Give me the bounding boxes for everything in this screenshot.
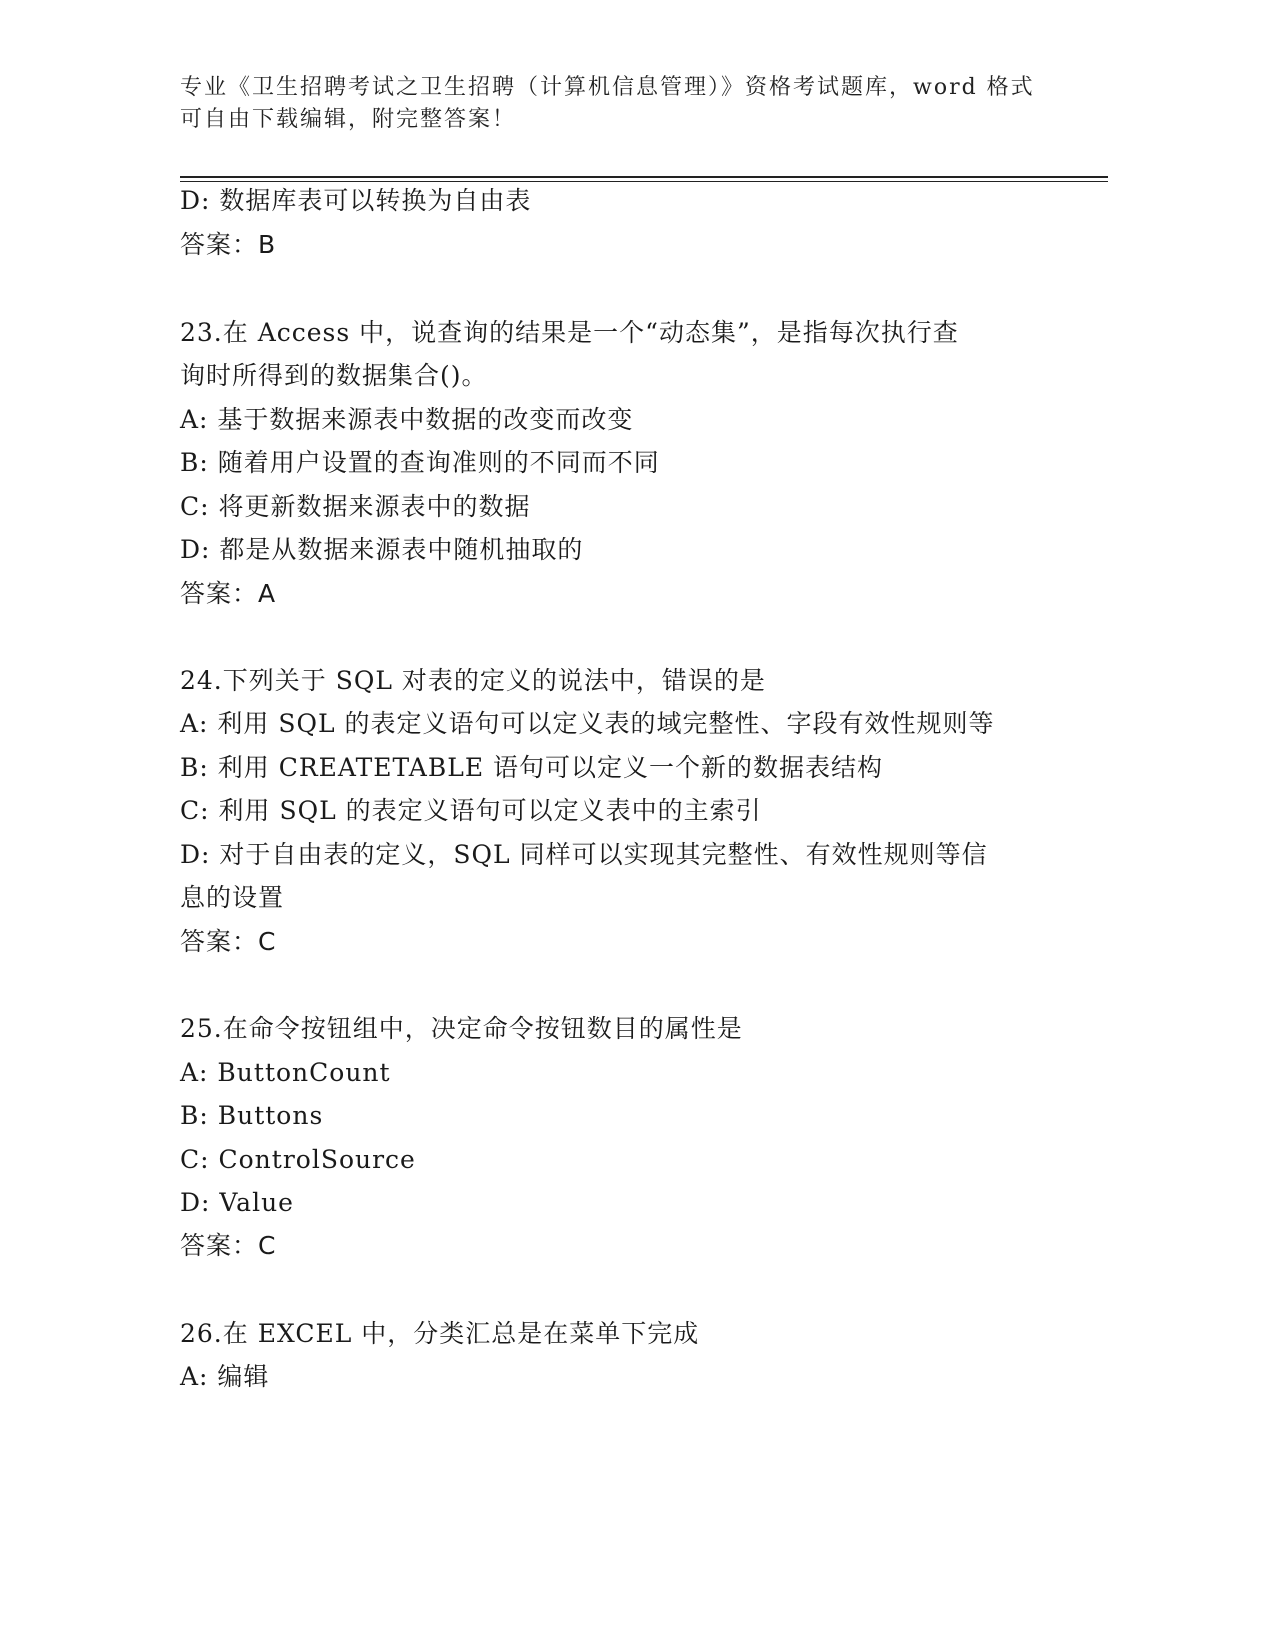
q25-option-b: B: Buttons [180,1101,324,1130]
q24-option-d-line-2: 息的设置 [180,883,285,912]
q25-option-d: D: Value [180,1188,294,1217]
q24-option-b: B: 利用 CREATETABLE 语句可以定义一个新的数据表结构 [180,753,884,782]
q25-answer: 答案：C [180,1231,277,1260]
q24-stem: 24.下列关于 SQL 对表的定义的说法中，错误的是 [180,666,766,695]
q23-option-d: D: 都是从数据来源表中随机抽取的 [180,535,584,564]
q26-stem: 26.在 EXCEL 中，分类汇总是在菜单下完成 [180,1319,700,1348]
header-line-1: 专业《卫生招聘考试之卫生招聘（计算机信息管理）》资格考试题库，word 格式 [180,75,1035,100]
q24-option-a: A: 利用 SQL 的表定义语句可以定义表的域完整性、字段有效性规则等 [180,709,995,738]
q26-option-a: A: 编辑 [180,1362,270,1391]
q25-option-a: A: ButtonCount [180,1058,391,1087]
header-divider-thin [180,181,1108,182]
q24-option-d-line-1: D: 对于自由表的定义，SQL 同样可以实现其完整性、有效性规则等信 [180,840,988,869]
q22-answer: 答案：B [180,230,277,259]
q23-stem-line-1: 23.在 Access 中，说查询的结果是一个“动态集”，是指每次执行查 [180,318,959,347]
q23-stem-line-2: 询时所得到的数据集合()。 [180,361,488,390]
q25-option-c: C: ControlSource [180,1145,416,1174]
q23-option-a: A: 基于数据来源表中数据的改变而改变 [180,405,634,434]
q25-stem: 25.在命令按钮组中，决定命令按钮数目的属性是 [180,1014,743,1043]
header-line-2: 可自由下载编辑，附完整答案！ [180,107,517,132]
q23-answer: 答案：A [180,579,277,608]
q24-option-c: C: 利用 SQL 的表定义语句可以定义表中的主索引 [180,796,762,825]
document-header [180,72,1060,136]
q24-answer: 答案：C [180,927,277,956]
q22-option-d: D: 数据库表可以转换为自由表 [180,186,532,215]
q23-option-c: C: 将更新数据来源表中的数据 [180,492,531,521]
q23-option-b: B: 随着用户设置的查询准则的不同而不同 [180,448,660,477]
header-divider-thick [180,176,1108,178]
